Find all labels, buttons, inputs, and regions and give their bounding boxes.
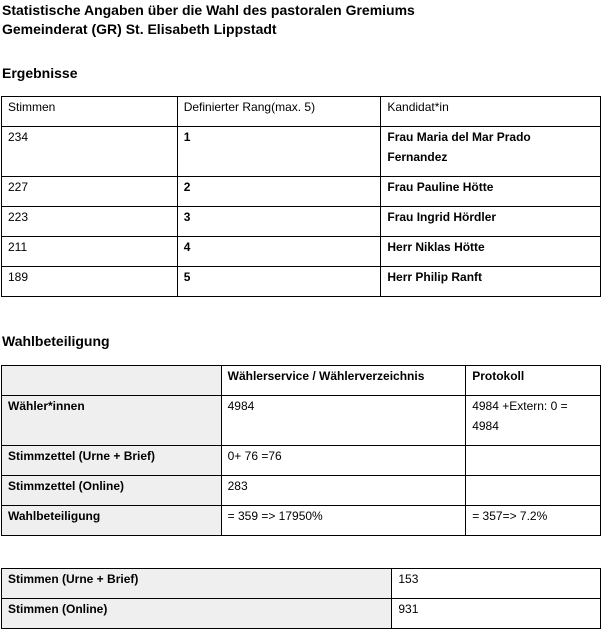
turnout-header-row: [2, 366, 601, 396]
table-row: [2, 569, 601, 599]
candidate-cell: [381, 127, 601, 177]
turnout-table: [1, 365, 601, 536]
table-row: [2, 476, 601, 506]
candidate-cell: Herr Philip Ranft: [381, 267, 601, 297]
title-line-2: Gemeinderat (GR) St. Elisabeth Lippstadt: [2, 21, 277, 37]
votes-cell: 234: [2, 127, 178, 177]
rank-cell: 4: [177, 237, 381, 267]
candidate-name-line1: Frau Maria del Mar Prado: [387, 130, 531, 144]
votes-cell: 223: [2, 207, 178, 237]
votes-cell: 189: [2, 267, 178, 297]
votes-summary-table: [1, 568, 601, 629]
row-label: Wähler*innen: [2, 396, 222, 446]
rank-cell: 5: [177, 267, 381, 297]
document-title: [2, 1, 415, 39]
turnout-heading: Wahlbeteiligung: [2, 333, 110, 349]
table-row: [2, 127, 601, 177]
summary-label: Stimmen (Urne + Brief): [2, 569, 392, 599]
table-row: [2, 207, 601, 237]
table-row: [2, 599, 601, 629]
header-protocol: Protokoll: [466, 366, 601, 396]
protocol-line2: 4984: [472, 419, 499, 433]
service-cell: 283: [221, 476, 466, 506]
candidate-cell: Herr Niklas Hötte: [381, 237, 601, 267]
results-header-row: [2, 97, 601, 127]
table-row: [2, 237, 601, 267]
protocol-cell: = 357=> 7.2%: [466, 506, 601, 536]
row-label: Wahlbeteiligung: [2, 506, 222, 536]
summary-value: 931: [392, 599, 601, 629]
summary-label: Stimmen (Online): [2, 599, 392, 629]
table-row: [2, 267, 601, 297]
protocol-cell: [466, 396, 601, 446]
votes-cell: 227: [2, 177, 178, 207]
title-line-1: Statistische Angaben über die Wahl des pastoralen Gremiums: [2, 2, 415, 18]
header-service: Wählerservice / Wählerverzeichnis: [221, 366, 466, 396]
service-cell: 0+ 76 =76: [221, 446, 466, 476]
header-rank: Definierter Rang(max. 5): [177, 97, 381, 127]
rank-cell: 2: [177, 177, 381, 207]
row-label: Stimmzettel (Urne + Brief): [2, 446, 222, 476]
votes-cell: 211: [2, 237, 178, 267]
row-label: Stimmzettel (Online): [2, 476, 222, 506]
protocol-line1: 4984 +Extern: 0 =: [472, 399, 568, 413]
table-row: [2, 506, 601, 536]
protocol-cell: [466, 476, 601, 506]
header-empty: [2, 366, 222, 396]
service-cell: = 359 => 17950%: [221, 506, 466, 536]
service-cell: 4984: [221, 396, 466, 446]
results-heading: Ergebnisse: [2, 65, 78, 81]
protocol-cell: [466, 446, 601, 476]
summary-value: 153: [392, 569, 601, 599]
header-votes: Stimmen: [2, 97, 178, 127]
table-row: [2, 396, 601, 446]
results-table: [1, 96, 601, 297]
rank-cell: 1: [177, 127, 381, 177]
table-row: [2, 446, 601, 476]
candidate-cell: Frau Ingrid Hördler: [381, 207, 601, 237]
rank-cell: 3: [177, 207, 381, 237]
table-row: [2, 177, 601, 207]
candidate-cell: Frau Pauline Hötte: [381, 177, 601, 207]
header-candidate: Kandidat*in: [381, 97, 601, 127]
candidate-name-line2: Fernandez: [387, 150, 448, 164]
